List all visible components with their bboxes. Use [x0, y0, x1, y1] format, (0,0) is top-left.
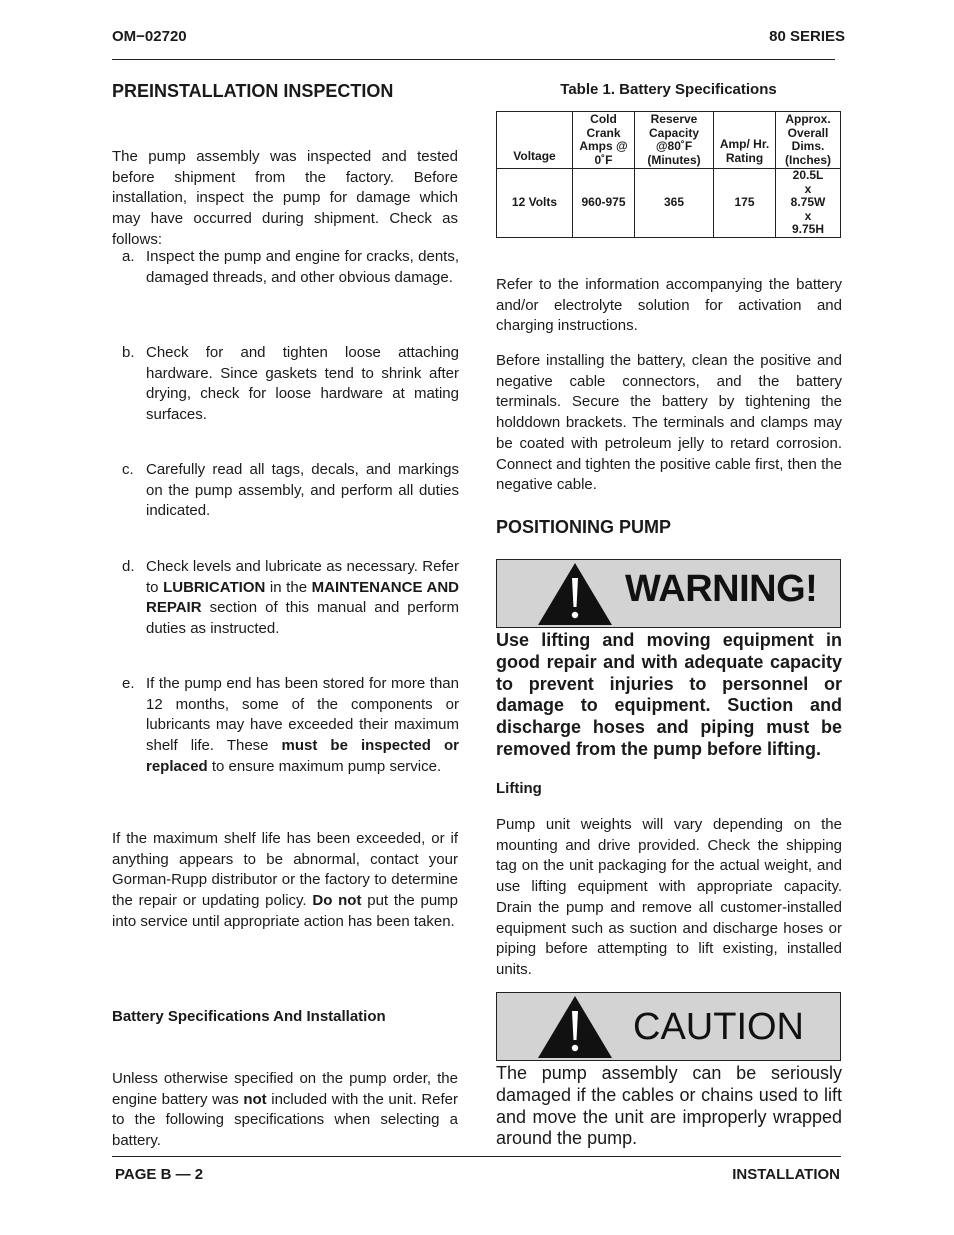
caution-banner [496, 992, 841, 1061]
list-item [122, 674, 459, 778]
table-header: Amp/ Hr. Rating [714, 112, 776, 169]
inspection-intro: The pump assembly was inspected and tested before shipment from the factory. Before installation, inspect the pump for damage which may have occurred during shipment. Check as follows: [112, 148, 458, 248]
table-header: Reserve Capacity @80˚F (Minutes) [635, 112, 714, 169]
caution-triangle-icon [537, 995, 613, 1059]
list-item-letter: c. [122, 461, 134, 478]
lifting-heading: Lifting [496, 780, 542, 797]
table-caption: Table 1. Battery Specifications [560, 81, 777, 98]
list-item-text: Carefully read all tags, decals, and markings on the pump assembly, and perform all duties indicated. [146, 461, 459, 520]
battery-refer-paragraph: Refer to the information accompanying the battery and/or electrolyte solution for activation and charging instructions. [496, 276, 842, 335]
list-item-letter: b. [122, 344, 135, 361]
battery-heading: Battery Specifications And Installation [112, 1008, 386, 1025]
warning-word: WARNING! [625, 568, 818, 610]
table-header: Voltage [497, 112, 573, 169]
warning-banner [496, 559, 841, 628]
preinstallation-heading: PREINSTALLATION INSPECTION [112, 81, 394, 101]
warning-text: Use lifting and moving equipment in good repair and with adequate capacity to prevent injuries to personnel or damage to equipment. Suction and discharge hoses and piping must be removed from the pump before lifting. [496, 630, 842, 759]
list-item [122, 247, 459, 288]
lifting-paragraph: Pump unit weights will vary depending on the mounting and drive provided. Check the shipping tag on the unit packaging for the actual weight, and use lifting equipment with appropriate capacity. Drain the pump and remove all customer-installed equipment such as suction and discharge hoses or piping before attempting to lift existing, installed units. [496, 816, 842, 978]
warning-triangle-icon [537, 562, 613, 626]
table-cell: 12 Volts [497, 169, 573, 238]
table-cell: 365 [635, 169, 714, 238]
page-number: PAGE B — 2 [115, 1166, 204, 1183]
series-label: 80 SERIES [769, 28, 845, 45]
maintenance-section-reference: MAINTENANCE AND REPAIR [146, 578, 459, 617]
list-item-text: Inspect the pump and engine for cracks, dents, damaged threads, and other obvious damage. [146, 248, 459, 286]
battery-spec-table [496, 111, 841, 238]
section-name: INSTALLATION [732, 1166, 840, 1183]
list-item-text: Check levels and lubricate as necessary. Refer to LUBRICATION in the MAINTENANCE AND REPAIR section of this manual and perform duties as instructed. [146, 558, 459, 638]
list-item-letter: d. [122, 558, 135, 575]
list-item-text: Check for and tighten loose attaching hardware. Since gaskets tend to shrink after drying, check for loose hardware at mating surfaces. [146, 344, 459, 424]
header-rule [112, 59, 835, 60]
table-row [497, 169, 841, 238]
lubrication-reference: LUBRICATION [163, 578, 266, 596]
list-item-letter: a. [122, 248, 135, 265]
document-number: OM−02720 [112, 28, 187, 45]
table-cell: 175 [714, 169, 776, 238]
list-item [122, 557, 459, 640]
battery-install-paragraph: Before installing the battery, clean the positive and negative cable connectors, and the battery terminals. Secure the battery by tightening the holddown brackets. The terminals and clamps may be coated with petroleum jelly to retard corrosion. Connect and tighten the positive cable first, then the negative cable. [496, 352, 842, 494]
footer-rule [112, 1156, 841, 1157]
table-header: Cold Crank Amps @ 0˚F [573, 112, 635, 169]
caution-word: CAUTION [633, 1006, 804, 1048]
list-item [122, 460, 459, 522]
table-cell: 20.5L x 8.75W x 9.75H [776, 169, 841, 238]
list-item-text: If the pump end has been stored for more than 12 months, some of the components or lubricants may have exceeded their maximum shelf life. These must be inspected or replaced to ensure maximum pump service. [146, 675, 459, 775]
positioning-heading: POSITIONING PUMP [496, 517, 672, 537]
list-item-letter: e. [122, 675, 135, 692]
list-item [122, 343, 459, 426]
shelf-life-paragraph: If the maximum shelf life has been exceeded, or if anything appears to be abnormal, contact your Gorman-Rupp distributor or the factory to determine the repair or updating policy. Do not put the pump into service until appropriate action has been taken. [112, 830, 458, 930]
battery-intro: Unless otherwise specified on the pump order, the engine battery was not included with the unit. Refer to the following specifications when selecting a battery. [112, 1070, 458, 1150]
table-cell: 960-975 [573, 169, 635, 238]
caution-text: The pump assembly can be seriously damaged if the cables or chains used to lift and move the unit are improperly wrapped around the pump. [496, 1063, 842, 1149]
table-header: Approx. Overall Dims. (Inches) [776, 112, 841, 169]
